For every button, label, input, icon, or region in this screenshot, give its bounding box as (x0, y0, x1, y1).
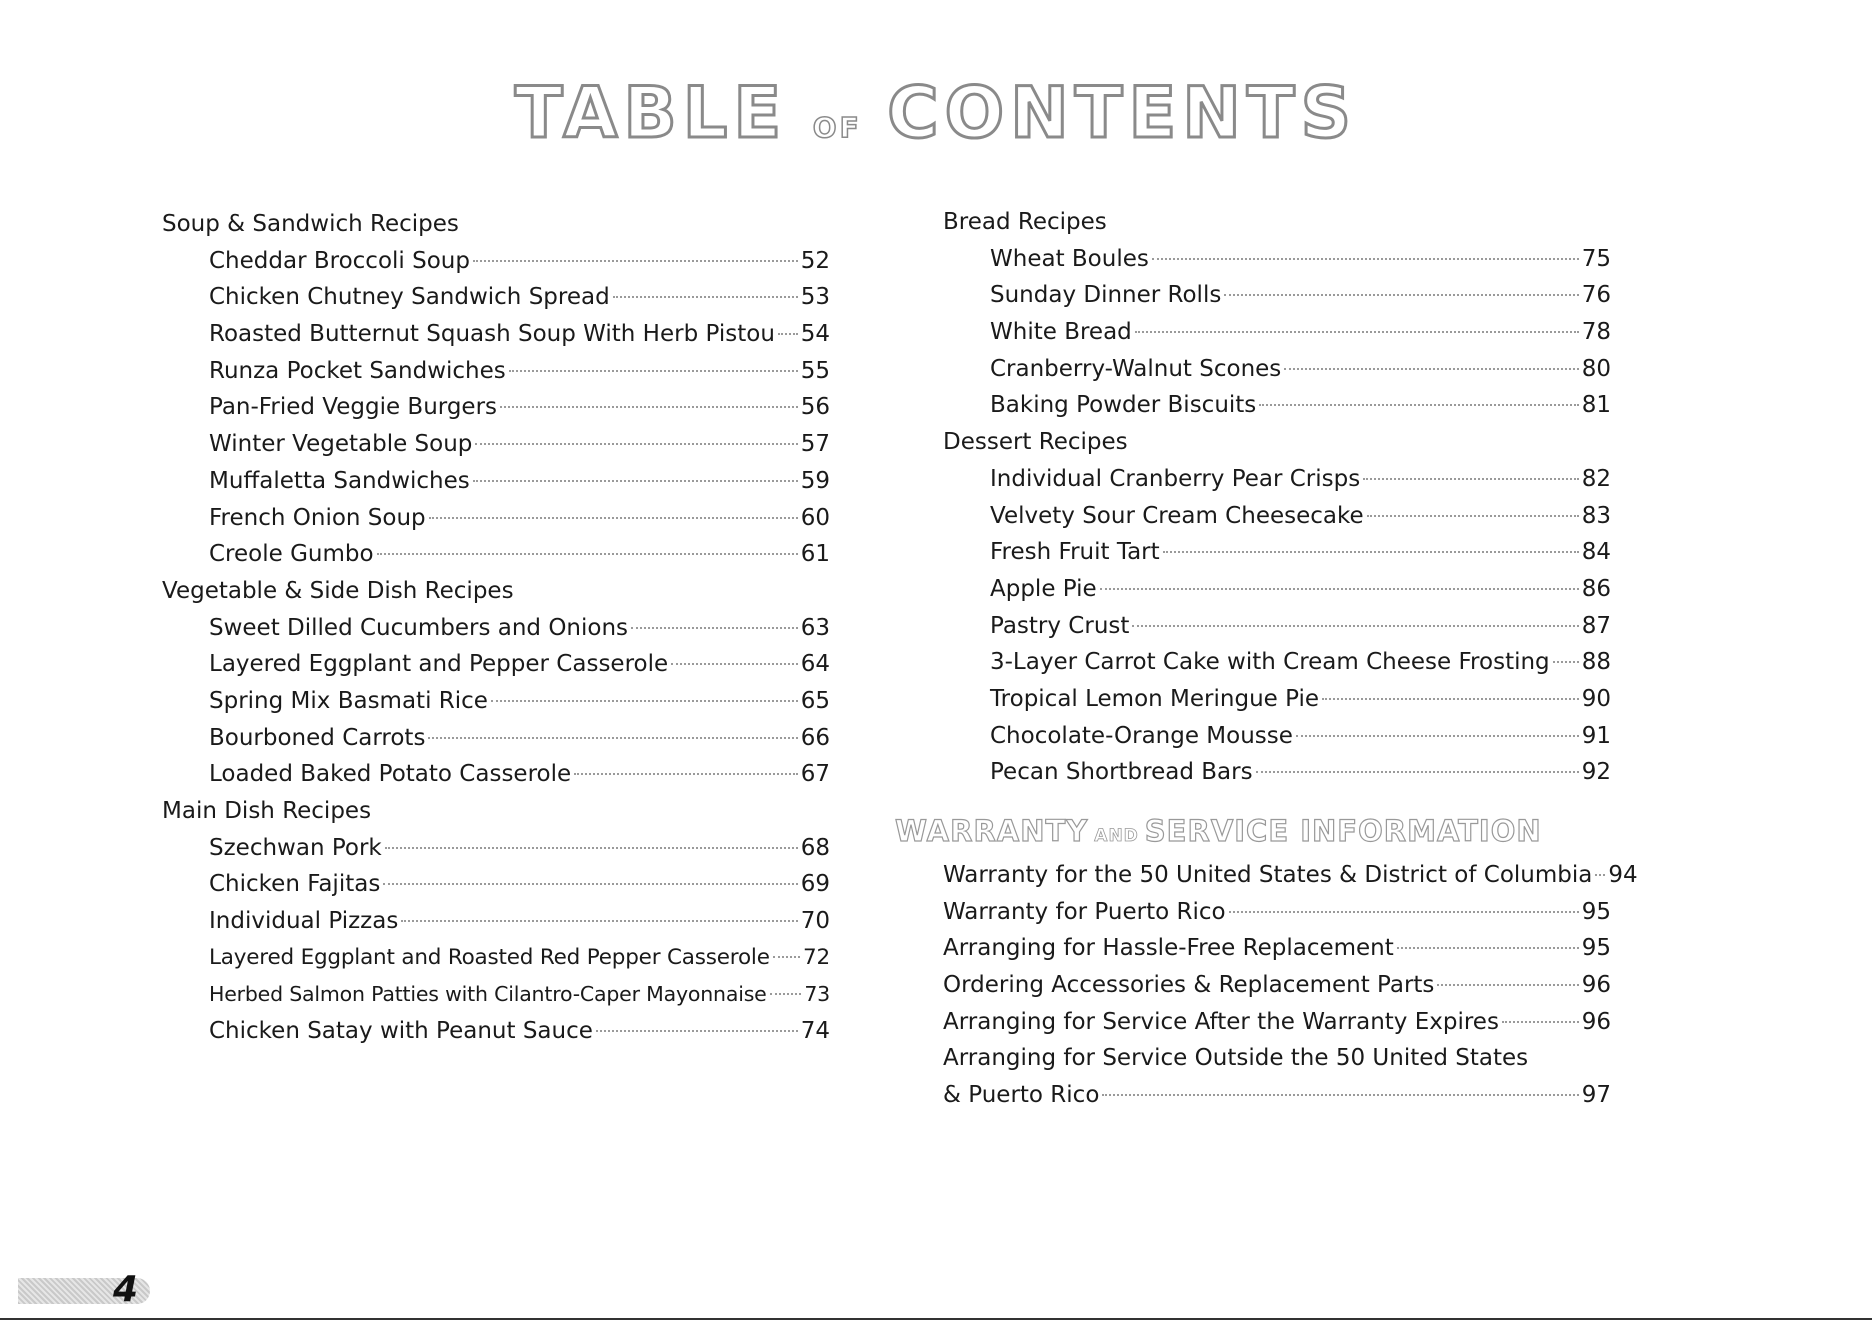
entry-page: 64 (800, 651, 830, 678)
dot-leader (1224, 294, 1578, 296)
warranty-title-part3: SERVICE INFORMATION (1144, 814, 1542, 848)
dot-leader (631, 627, 798, 629)
entry-title: & Puerto Rico (943, 1082, 1100, 1109)
entry-page: 54 (800, 321, 830, 348)
entry-title: Loaded Baked Potato Casserole (209, 761, 572, 788)
entry-page: 83 (1581, 502, 1611, 529)
entry-page: 60 (800, 504, 830, 531)
entry-title: Wheat Boules (990, 245, 1149, 272)
entry-title: Spring Mix Basmati Rice (209, 687, 488, 714)
entry-page: 74 (800, 1018, 830, 1045)
dot-leader (770, 993, 802, 995)
toc-entry[interactable] (162, 830, 830, 867)
dot-leader (1502, 1021, 1579, 1023)
dot-leader (1397, 947, 1579, 949)
entry-title: Warranty for Puerto Rico (943, 898, 1226, 925)
bottom-divider (0, 1318, 1872, 1320)
page-number-tab (18, 1269, 150, 1310)
dot-leader (1259, 404, 1578, 406)
toc-entry[interactable] (162, 1013, 830, 1050)
entry-title: Baking Powder Biscuits (990, 392, 1257, 419)
page-number: 4 (112, 1269, 138, 1310)
toc-entry[interactable] (162, 279, 830, 316)
toc-entry[interactable] (162, 866, 830, 903)
entry-title: Sunday Dinner Rolls (990, 282, 1222, 309)
entry-title: Sweet Dilled Cucumbers and Onions (209, 614, 629, 641)
dot-leader (1132, 625, 1578, 627)
entry-title: 3-Layer Carrot Cake with Cream Cheese Frosting (990, 649, 1550, 676)
entry-title: Herbed Salmon Patties with Cilantro-Caper Mayonnaise (209, 982, 767, 1007)
toc-entry[interactable] (162, 756, 830, 793)
entry-page: 96 (1581, 1008, 1611, 1035)
toc-entry[interactable] (943, 277, 1611, 314)
entry-title: Pecan Shortbread Bars (990, 759, 1253, 786)
toc-entry[interactable] (162, 500, 830, 537)
warranty-title-and: AND (1094, 826, 1139, 846)
section-heading-dessert: Dessert Recipes (943, 429, 1128, 456)
section-heading-soup-sandwich: Soup & Sandwich Recipes (162, 211, 459, 237)
toc-entry[interactable] (943, 608, 1611, 645)
toc-entry[interactable] (943, 894, 1611, 931)
dot-leader (491, 700, 798, 702)
toc-entry[interactable] (943, 644, 1611, 681)
entry-page: 78 (1581, 319, 1611, 346)
dot-leader (473, 260, 798, 262)
entry-title: Tropical Lemon Meringue Pie (990, 685, 1320, 712)
dot-leader (475, 443, 797, 445)
entry-title: Apple Pie (990, 575, 1097, 602)
toc-entry[interactable] (943, 857, 1638, 894)
dot-leader (1296, 735, 1579, 737)
entry-page: 68 (800, 834, 830, 861)
entry-title: White Bread (990, 319, 1132, 346)
section-heading-main-dish: Main Dish Recipes (162, 798, 372, 824)
dot-leader (383, 883, 797, 885)
dot-leader (377, 553, 798, 555)
entry-page: 91 (1581, 722, 1611, 749)
dot-leader (1100, 588, 1579, 590)
entry-page: 80 (1581, 355, 1611, 382)
toc-entry[interactable] (162, 353, 830, 390)
dot-leader (596, 1030, 798, 1032)
left-column (162, 206, 830, 1050)
entry-page: 75 (1581, 245, 1611, 272)
dot-leader (385, 847, 798, 849)
dot-leader (1322, 698, 1579, 700)
entry-title: Arranging for Service Outside the 50 United States (943, 1045, 1529, 1072)
toc-entry[interactable] (943, 461, 1611, 498)
toc-entry[interactable] (943, 534, 1611, 571)
toc-entry-line1[interactable] (943, 1040, 1611, 1077)
title-table: TABLE (514, 72, 788, 154)
entry-title: Pastry Crust (990, 612, 1130, 639)
toc-entry[interactable] (162, 389, 830, 426)
toc-entry[interactable] (943, 930, 1611, 967)
entry-title: Cheddar Broccoli Soup (209, 247, 470, 274)
entry-title: Cranberry-Walnut Scones (990, 355, 1282, 382)
dot-leader (473, 480, 798, 482)
toc-entry[interactable] (943, 718, 1611, 755)
entry-page: 72 (803, 944, 830, 970)
toc-entry[interactable] (162, 646, 830, 683)
entry-page: 56 (800, 394, 830, 421)
toc-entry[interactable] (943, 1004, 1611, 1041)
entry-page: 61 (800, 541, 830, 568)
dot-leader (1102, 1094, 1578, 1096)
toc-entry[interactable] (162, 720, 830, 757)
entry-page: 90 (1581, 685, 1611, 712)
entry-title: Chocolate-Orange Mousse (990, 722, 1293, 749)
toc-entry[interactable] (943, 967, 1611, 1004)
entry-title: Pan-Fried Veggie Burgers (209, 394, 498, 421)
toc-entry[interactable] (943, 241, 1611, 278)
dot-leader (1229, 911, 1579, 913)
entry-page: 52 (800, 247, 830, 274)
entry-page: 59 (800, 467, 830, 494)
warranty-title-part1: WARRANTY (895, 814, 1089, 848)
entry-page: 55 (800, 357, 830, 384)
entry-page: 88 (1581, 649, 1611, 676)
toc-entry[interactable] (162, 940, 830, 977)
entry-title: Chicken Fajitas (209, 871, 381, 898)
toc-entry[interactable] (162, 426, 830, 463)
dot-leader (509, 370, 798, 372)
entry-title: Layered Eggplant and Roasted Red Pepper Casserole (209, 944, 770, 970)
toc-entry[interactable] (162, 903, 830, 940)
dot-leader (1256, 771, 1579, 773)
entry-page: 65 (800, 687, 830, 714)
entry-title: Individual Cranberry Pear Crisps (990, 465, 1361, 492)
page-title (0, 72, 1872, 154)
entry-page: 97 (1581, 1082, 1611, 1109)
dot-leader (500, 406, 798, 408)
toc-entry[interactable] (943, 498, 1611, 535)
entry-page: 73 (804, 982, 830, 1007)
section-heading-vegetable-side: Vegetable & Side Dish Recipes (162, 577, 514, 604)
dot-leader (574, 773, 798, 775)
toc-entry[interactable] (943, 387, 1611, 424)
right-column (895, 204, 1638, 1114)
entry-title: Creole Gumbo (209, 541, 374, 568)
entry-title: Ordering Accessories & Replacement Parts (943, 972, 1435, 999)
entry-page: 66 (800, 724, 830, 751)
dot-leader (429, 517, 798, 519)
toc-entry[interactable] (162, 463, 830, 500)
entry-title: Roasted Butternut Squash Soup With Herb Pistou (209, 321, 775, 348)
entry-page: 92 (1581, 759, 1611, 786)
toc-entry[interactable] (943, 351, 1611, 388)
entry-title: Arranging for Service After the Warranty Expires (943, 1008, 1499, 1035)
entry-page: 87 (1581, 612, 1611, 639)
entry-page: 76 (1581, 282, 1611, 309)
toc-entry[interactable] (943, 681, 1611, 718)
entry-title: Muffaletta Sandwiches (209, 467, 470, 494)
toc-entry[interactable] (162, 976, 830, 1013)
toc-entry[interactable] (162, 610, 830, 647)
dot-leader (1135, 331, 1579, 333)
title-contents: CONTENTS (887, 72, 1358, 154)
entry-title: Chicken Chutney Sandwich Spread (209, 284, 610, 311)
entry-title: Chicken Satay with Peanut Sauce (209, 1018, 593, 1045)
toc-entry[interactable] (943, 571, 1611, 608)
entry-title: Layered Eggplant and Pepper Casserole (209, 651, 669, 678)
section-heading-bread: Bread Recipes (943, 209, 1107, 235)
entry-page: 57 (800, 431, 830, 458)
dot-leader (671, 663, 798, 665)
entry-title: Szechwan Pork (209, 834, 382, 861)
entry-page: 86 (1581, 575, 1611, 602)
entry-page: 63 (800, 614, 830, 641)
entry-page: 53 (800, 284, 830, 311)
dot-leader (778, 333, 798, 335)
entry-page: 95 (1581, 898, 1611, 925)
toc-entry[interactable] (943, 754, 1611, 791)
warranty-section-title (895, 811, 1611, 851)
dot-leader (401, 920, 797, 922)
dot-leader (613, 296, 798, 298)
entry-page: 69 (800, 871, 830, 898)
entry-page: 94 (1608, 862, 1638, 888)
dot-leader (1284, 368, 1578, 370)
entry-page: 82 (1581, 465, 1611, 492)
entry-page: 67 (800, 761, 830, 788)
dot-leader (428, 737, 797, 739)
dot-leader (1437, 984, 1578, 986)
toc-entry[interactable] (162, 683, 830, 720)
entry-title: Runza Pocket Sandwiches (209, 357, 506, 384)
dot-leader (1363, 478, 1578, 480)
dot-leader (1367, 515, 1579, 517)
dot-leader (1553, 661, 1579, 663)
entry-title: Individual Pizzas (209, 908, 399, 935)
entry-page: 70 (800, 908, 830, 935)
entry-title: Warranty for the 50 United States & District of Columbia (943, 862, 1593, 888)
entry-title: Bourboned Carrots (209, 724, 426, 751)
entry-title: Velvety Sour Cream Cheesecake (990, 502, 1364, 529)
title-of: OF (812, 111, 862, 144)
toc-entry-line2[interactable] (943, 1077, 1611, 1114)
dot-leader (773, 956, 800, 958)
entry-title: Fresh Fruit Tart (990, 539, 1160, 566)
entry-page: 84 (1581, 539, 1611, 566)
entry-title: French Onion Soup (209, 504, 426, 531)
toc-entry[interactable] (162, 536, 830, 573)
entry-page: 95 (1581, 935, 1611, 962)
entry-title: Arranging for Hassle-Free Replacement (943, 935, 1394, 962)
dot-leader (1595, 874, 1605, 876)
toc-entry[interactable] (162, 316, 830, 353)
toc-entry[interactable] (943, 314, 1611, 351)
entry-page: 96 (1581, 972, 1611, 999)
entry-page: 81 (1581, 392, 1611, 419)
dot-leader (1163, 551, 1579, 553)
entry-title: Winter Vegetable Soup (209, 431, 473, 458)
dot-leader (1152, 258, 1579, 260)
toc-entry[interactable] (162, 243, 830, 280)
